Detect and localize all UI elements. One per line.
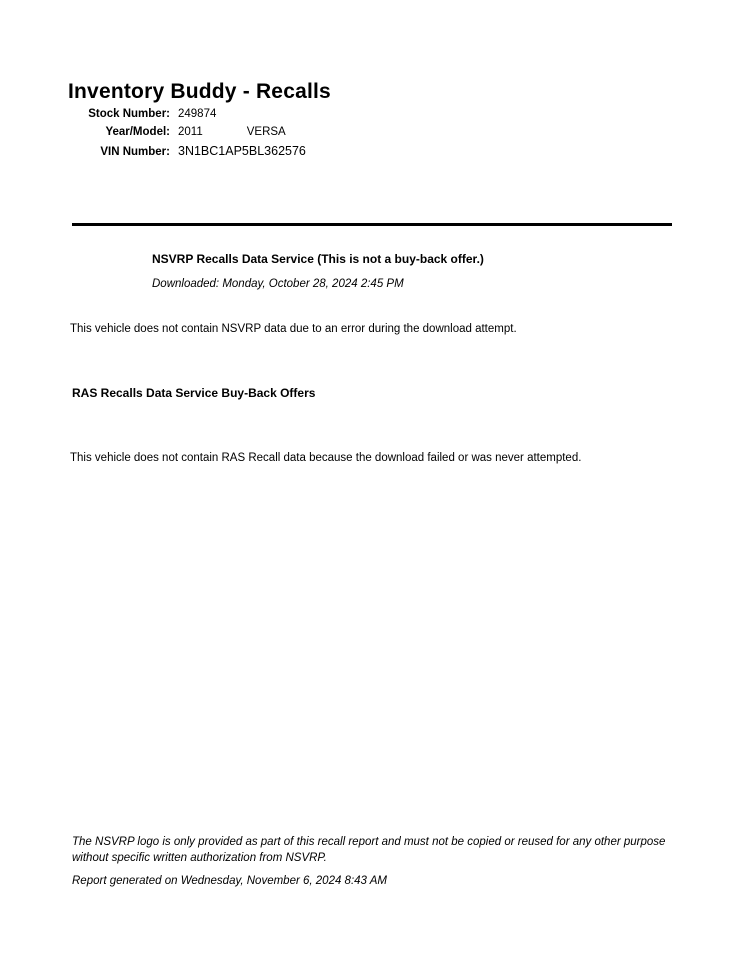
- vin-row: [68, 144, 468, 159]
- nsvrp-status-message: This vehicle does not contain NSVRP data due to an error during the download attempt.: [70, 323, 517, 335]
- nsvrp-downloaded-timestamp: Downloaded: Monday, October 28, 2024 2:45 PM: [152, 278, 404, 290]
- stock-number-value: 249874: [178, 108, 217, 120]
- year-model-row: [68, 126, 468, 141]
- footer-logo-notice: The NSVRP logo is only provided as part of this recall report and must not be copied or reused for any other purpose without specific written authorization from NSVRP.: [72, 836, 666, 864]
- footer-generated-timestamp: Report generated on Wednesday, November 6, 2024 8:43 AM: [72, 875, 387, 887]
- vehicle-info-block: [68, 108, 468, 162]
- header-divider: [72, 223, 672, 226]
- year-value: 2011: [178, 126, 203, 138]
- stock-number-label: Stock Number:: [88, 108, 170, 120]
- ras-status-message: This vehicle does not contain RAS Recall data because the download failed or was never attempted.: [70, 452, 582, 464]
- year-model-label: Year/Model:: [105, 126, 170, 138]
- page-title: Inventory Buddy - Recalls: [68, 80, 331, 103]
- nsvrp-section-heading: NSVRP Recalls Data Service (This is not a buy-back offer.): [152, 252, 484, 266]
- vin-label: VIN Number:: [100, 146, 170, 158]
- vin-value: 3N1BC1AP5BL362576: [178, 144, 306, 158]
- stock-number-row: [68, 108, 468, 123]
- ras-section-heading: RAS Recalls Data Service Buy-Back Offers: [72, 386, 316, 400]
- model-value: VERSA: [246, 126, 286, 138]
